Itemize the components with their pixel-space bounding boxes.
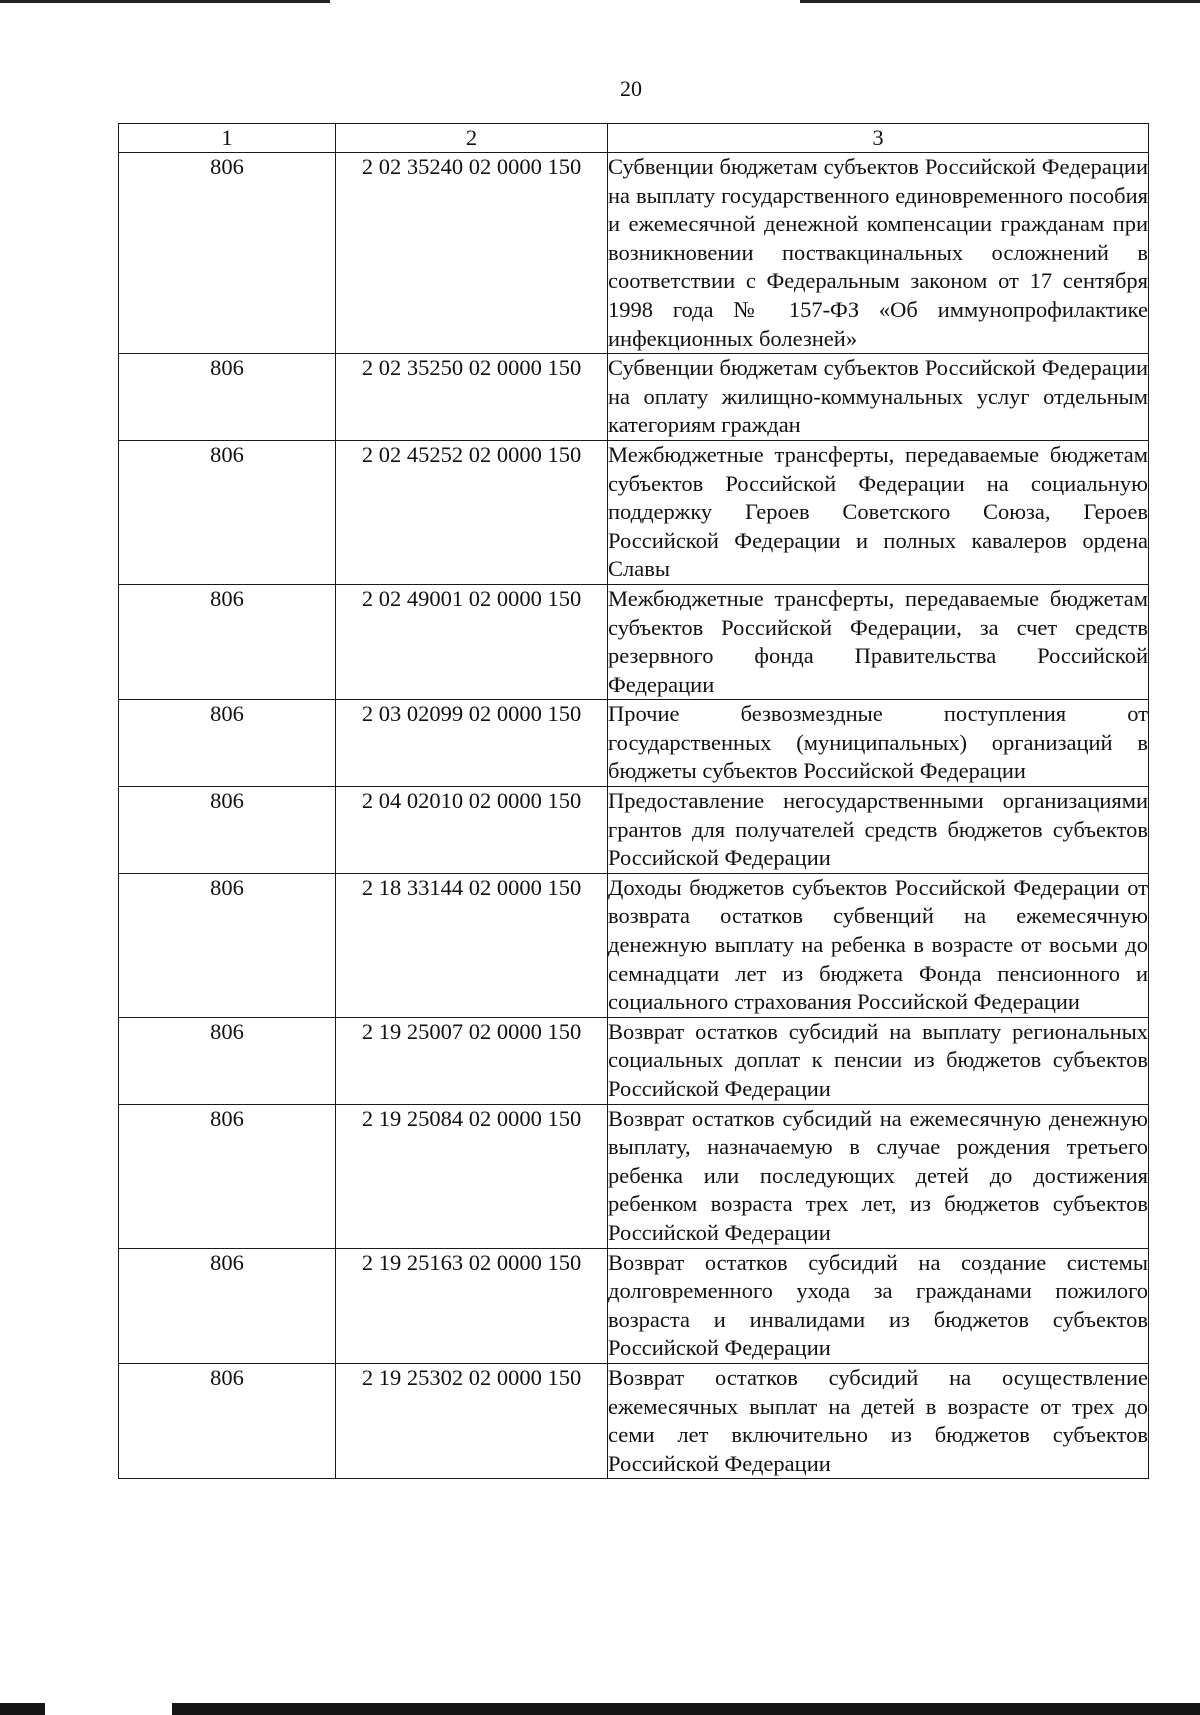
revenue-code-cell: 2 04 02010 02 0000 150	[336, 787, 608, 874]
revenue-name-cell: Возврат остатков субсидий на осуществление ежемесячных выплат на детей в возрасте от трех до семи лет включительно из бюджетов субъектов Российской Федерации	[608, 1363, 1149, 1478]
admin-code-cell: 806	[119, 1104, 336, 1248]
admin-code-cell: 806	[119, 873, 336, 1017]
revenue-name-cell: Субвенции бюджетам субъектов Российской Федерации на выплату государственного единовременного пособия и ежемесячной денежной компенсации гражданам при возникновении поствакцинальных осложнений в соответствии с Федеральным законом от 17 сентября 1998 года № 157-ФЗ «Об иммунопрофилактике инфекционных болезней»	[608, 153, 1149, 354]
revenue-code-cell: 2 03 02099 02 0000 150	[336, 700, 608, 787]
revenue-name-cell: Межбюджетные трансферты, передаваемые бюджетам субъектов Российской Федерации, за счет средств резервного фонда Правительства Российской Федерации	[608, 584, 1149, 699]
revenue-name-cell: Возврат остатков субсидий на выплату региональных социальных доплат к пенсии из бюджетов субъектов Российской Федерации	[608, 1017, 1149, 1104]
table-row	[119, 1248, 1149, 1363]
revenue-code-cell: 2 19 25163 02 0000 150	[336, 1248, 608, 1363]
admin-code-cell: 806	[119, 584, 336, 699]
admin-code-cell: 806	[119, 153, 336, 354]
revenue-name-cell: Межбюджетные трансферты, передаваемые бюджетам субъектов Российской Федерации на социальную поддержку Героев Советского Союза, Героев Российской Федерации и полных кавалеров ордена Славы	[608, 440, 1149, 584]
table-body	[119, 153, 1149, 1479]
admin-code-cell: 806	[119, 700, 336, 787]
scan-edge-bottom-left	[0, 1703, 45, 1715]
table-row	[119, 584, 1149, 699]
header-col-1: 1	[119, 124, 336, 153]
table-row	[119, 153, 1149, 354]
table-row	[119, 787, 1149, 874]
table-header	[119, 124, 1149, 153]
table-row	[119, 1104, 1149, 1248]
revenue-code-cell: 2 18 33144 02 0000 150	[336, 873, 608, 1017]
revenue-code-cell: 2 02 49001 02 0000 150	[336, 584, 608, 699]
admin-code-cell: 806	[119, 440, 336, 584]
header-col-3: 3	[608, 124, 1149, 153]
revenue-name-cell: Возврат остатков субсидий на создание системы долговременного ухода за гражданами пожилого возраста и инвалидами из бюджетов субъектов Российской Федерации	[608, 1248, 1149, 1363]
page-number: 20	[620, 76, 642, 101]
table-row	[119, 873, 1149, 1017]
table-row	[119, 700, 1149, 787]
revenue-codes-table	[118, 123, 1149, 1479]
admin-code-cell: 806	[119, 1248, 336, 1363]
revenue-name-cell: Предоставление негосударственными организациями грантов для получателей средств бюджетов субъектов Российской Федерации	[608, 787, 1149, 874]
table-row	[119, 1017, 1149, 1104]
revenue-code-cell: 2 02 35240 02 0000 150	[336, 153, 608, 354]
revenue-code-cell: 2 19 25007 02 0000 150	[336, 1017, 608, 1104]
revenue-name-cell: Возврат остатков субсидий на ежемесячную денежную выплату, назначаемую в случае рождения третьего ребенка или последующих детей до достижения ребенком возраста трех лет, из бюджетов субъектов Российской Федерации	[608, 1104, 1149, 1248]
header-col-2: 2	[336, 124, 608, 153]
table-row	[119, 1363, 1149, 1478]
admin-code-cell: 806	[119, 1017, 336, 1104]
admin-code-cell: 806	[119, 787, 336, 874]
revenue-code-cell: 2 02 45252 02 0000 150	[336, 440, 608, 584]
admin-code-cell: 806	[119, 1363, 336, 1478]
revenue-name-cell: Прочие безвозмездные поступления от государственных (муниципальных) организаций в бюджеты субъектов Российской Федерации	[608, 700, 1149, 787]
admin-code-cell: 806	[119, 354, 336, 441]
scan-edge-top-right	[800, 0, 1200, 3]
header-row	[119, 124, 1149, 153]
revenue-code-cell: 2 19 25302 02 0000 150	[336, 1363, 608, 1478]
table-row	[119, 440, 1149, 584]
table-row	[119, 354, 1149, 441]
scan-edge-bottom-right	[172, 1703, 1200, 1715]
scan-edge-top-left	[0, 0, 330, 3]
revenue-code-cell: 2 19 25084 02 0000 150	[336, 1104, 608, 1248]
revenue-code-cell: 2 02 35250 02 0000 150	[336, 354, 608, 441]
revenue-name-cell: Доходы бюджетов субъектов Российской Федерации от возврата остатков субвенций на ежемесячную денежную выплату на ребенка в возрасте от восьми до семнадцати лет из бюджета Фонда пенсионного и социального страхования Российской Федерации	[608, 873, 1149, 1017]
revenue-name-cell: Субвенции бюджетам субъектов Российской Федерации на оплату жилищно-коммунальных услуг отдельным категориям граждан	[608, 354, 1149, 441]
